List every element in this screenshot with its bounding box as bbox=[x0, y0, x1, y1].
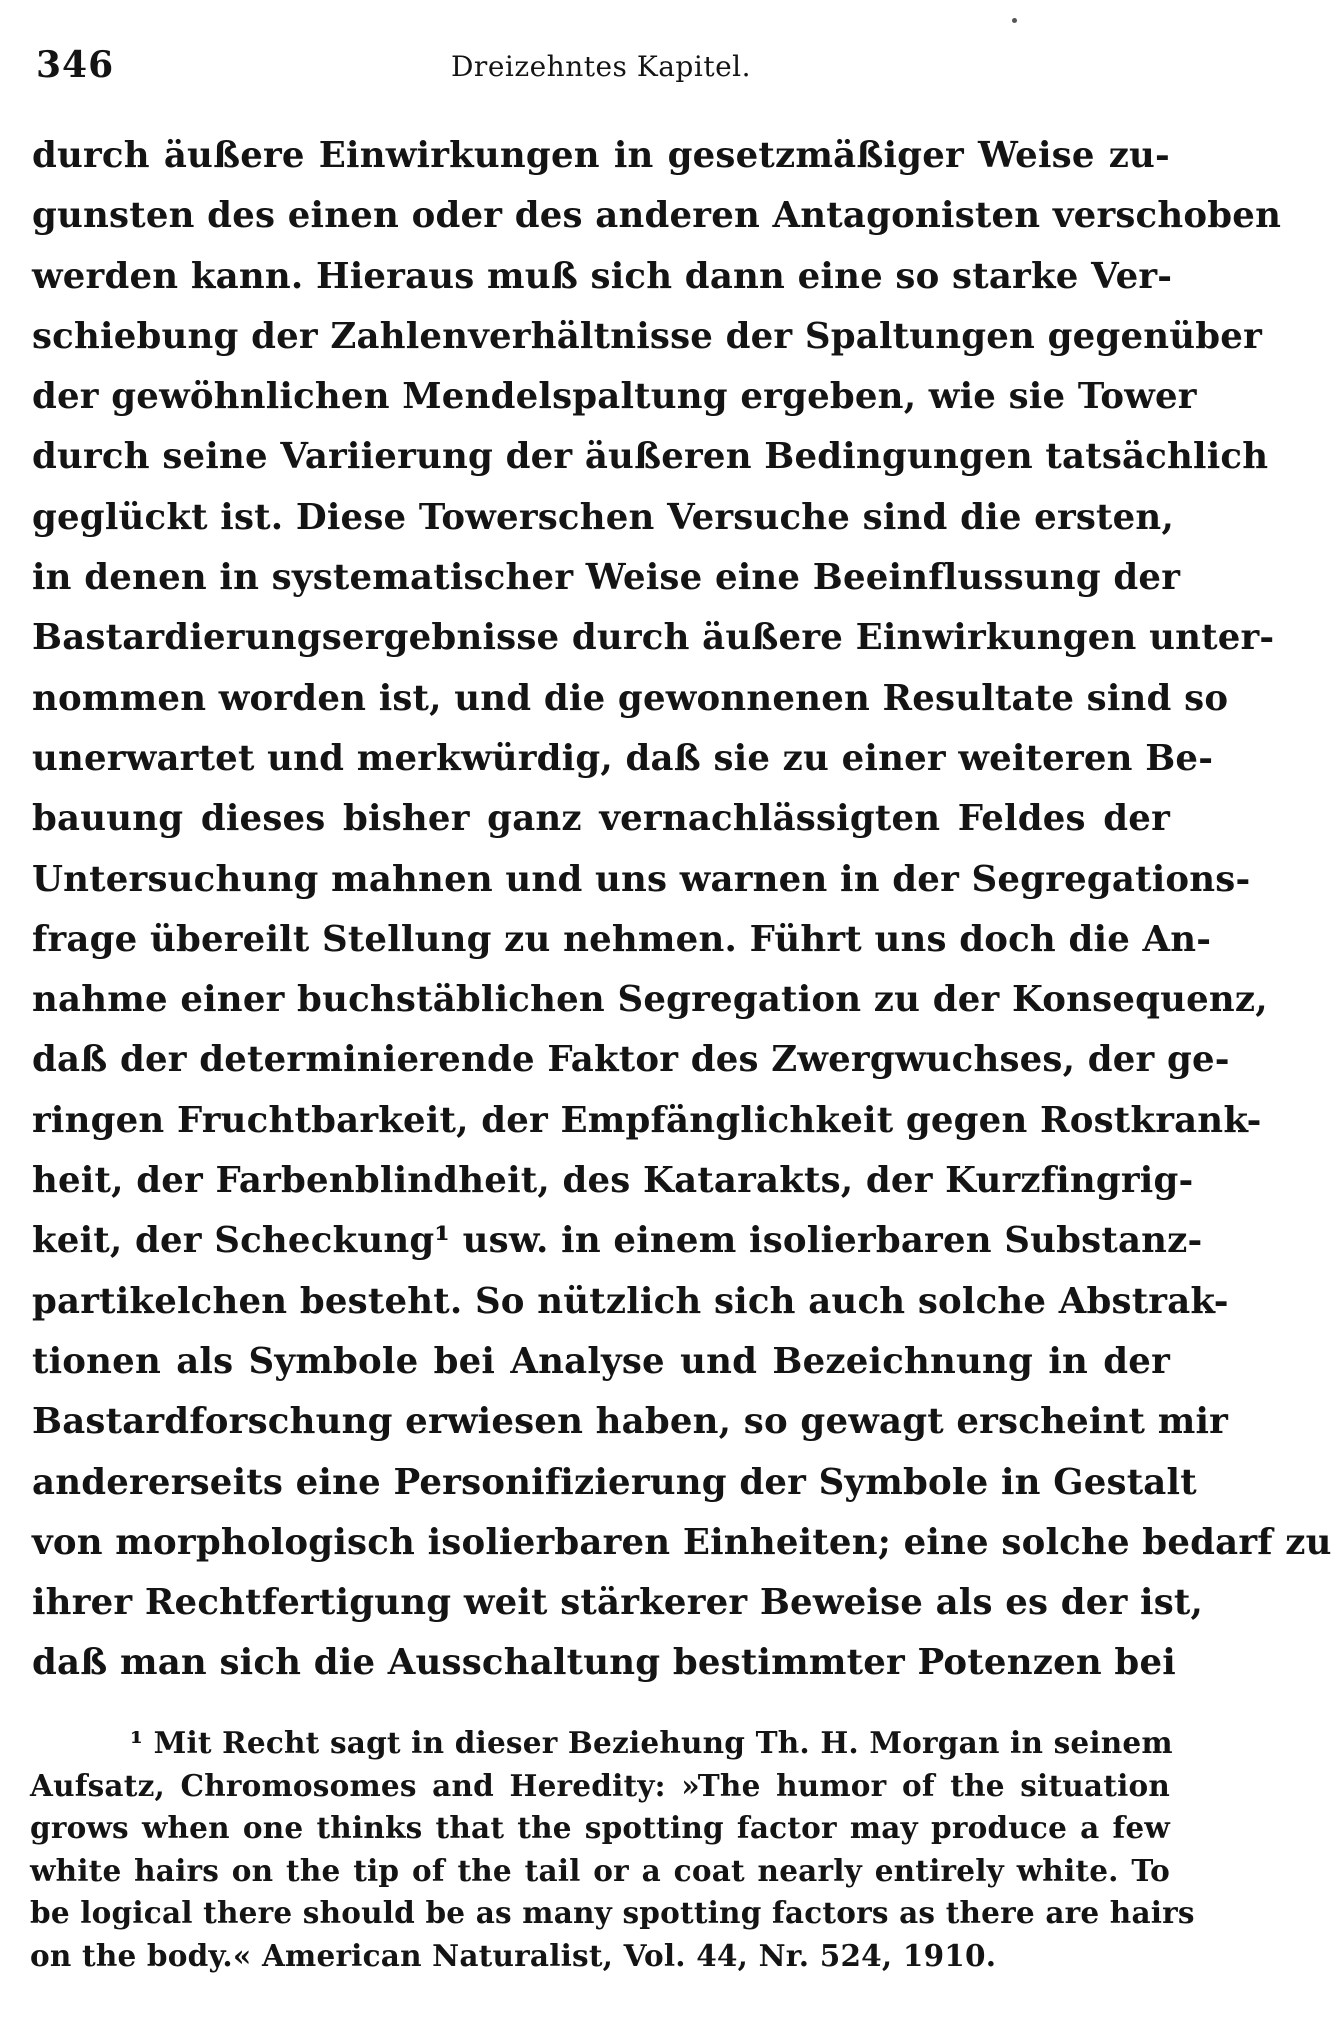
text-line: bauung dieses bisher ganz vernachlässigten Feldes der bbox=[32, 798, 1170, 840]
text-line: Bastardierungsergebnisse durch äußere Einwirkungen unter- bbox=[32, 617, 1275, 659]
text-line: andererseits eine Personifizierung der Symbole in Gestalt bbox=[32, 1461, 1197, 1503]
text-line: daß der determinierende Faktor des Zwergwuchses, der ge- bbox=[32, 1039, 1230, 1081]
text-line: unerwartet und merkwürdig, daß sie zu einer weiteren Be- bbox=[32, 737, 1214, 779]
text-line: durch äußere Einwirkungen in gesetzmäßiger Weise zu- bbox=[32, 135, 1170, 176]
running-head: Dreizehntes Kapitel. bbox=[450, 50, 751, 83]
text-line: nahme einer buchstäblichen Segregation zu der Konsequenz, bbox=[32, 979, 1268, 1021]
text-line: heit, der Farbenblindheit, des Katarakts, der Kurzfingrig- bbox=[32, 1160, 1194, 1202]
text-line: der gewöhnlichen Mendelspaltung ergeben, wie sie Tower bbox=[32, 376, 1197, 418]
text-line: in denen in systematischer Weise eine Beeinflussung der bbox=[32, 557, 1181, 599]
text-line: ringen Fruchtbarkeit, der Empfänglichkeit gegen Rostkrank- bbox=[32, 1099, 1262, 1141]
footnote-line: be logical there should be as many spotting factors as there are hairs bbox=[30, 1895, 1195, 1931]
page-number: 346 bbox=[36, 44, 115, 86]
text-line: partikelchen besteht. So nützlich sich auch solche Abstrak- bbox=[32, 1280, 1229, 1322]
print-speck bbox=[1012, 18, 1017, 23]
footnote-line: on the body.« American Naturalist, Vol. 44, Nr. 524, 1910. bbox=[30, 1937, 997, 1973]
footnote-line: ¹ Mit Recht sagt in dieser Beziehung Th. H. Morgan in seinem bbox=[130, 1725, 1173, 1760]
text-line: keit, der Scheckung¹ usw. in einem isolierbaren Substanz- bbox=[32, 1220, 1203, 1262]
text-line: werden kann. Hieraus muß sich dann eine so starke Ver- bbox=[32, 255, 1173, 297]
text-line: geglückt ist. Diese Towerschen Versuche sind die ersten, bbox=[32, 496, 1174, 538]
footnote-line: Aufsatz, Chromosomes and Heredity: »The humor of the situation bbox=[30, 1767, 1170, 1803]
text-line: ihrer Rechtfertigung weit stärkerer Beweise als es der ist, bbox=[32, 1582, 1204, 1624]
footnote bbox=[30, 1722, 1195, 1978]
footnote-line: white hairs on the tip of the tail or a coat nearly entirely white. To bbox=[30, 1852, 1170, 1888]
text-line: daß man sich die Ausschaltung bestimmter Potenzen bei bbox=[32, 1642, 1176, 1684]
text-line: tionen als Symbole bei Analyse und Bezeichnung in der bbox=[32, 1340, 1170, 1382]
text-line: frage übereilt Stellung zu nehmen. Führt uns doch die An- bbox=[32, 918, 1212, 960]
text-line: durch seine Variierung der äußeren Bedingungen tatsächlich bbox=[32, 436, 1269, 478]
page-header bbox=[36, 40, 1166, 100]
text-line: nommen worden ist, und die gewonnenen Resultate sind so bbox=[32, 677, 1229, 719]
text-line: Bastardforschung erwiesen haben, so gewagt erscheint mir bbox=[32, 1401, 1229, 1443]
text-line: Untersuchung mahnen und uns warnen in der Segregations- bbox=[32, 858, 1251, 900]
body-text bbox=[32, 126, 1332, 1694]
text-line: schiebung der Zahlenverhältnisse der Spaltungen gegenüber bbox=[32, 315, 1262, 357]
text-line: von morphologisch isolierbaren Einheiten; eine solche bedarf zu bbox=[32, 1521, 1332, 1563]
text-line: gunsten des einen oder des anderen Antagonisten verschoben bbox=[32, 195, 1282, 237]
footnote-line: grows when one thinks that the spotting factor may produce a few bbox=[30, 1810, 1170, 1846]
